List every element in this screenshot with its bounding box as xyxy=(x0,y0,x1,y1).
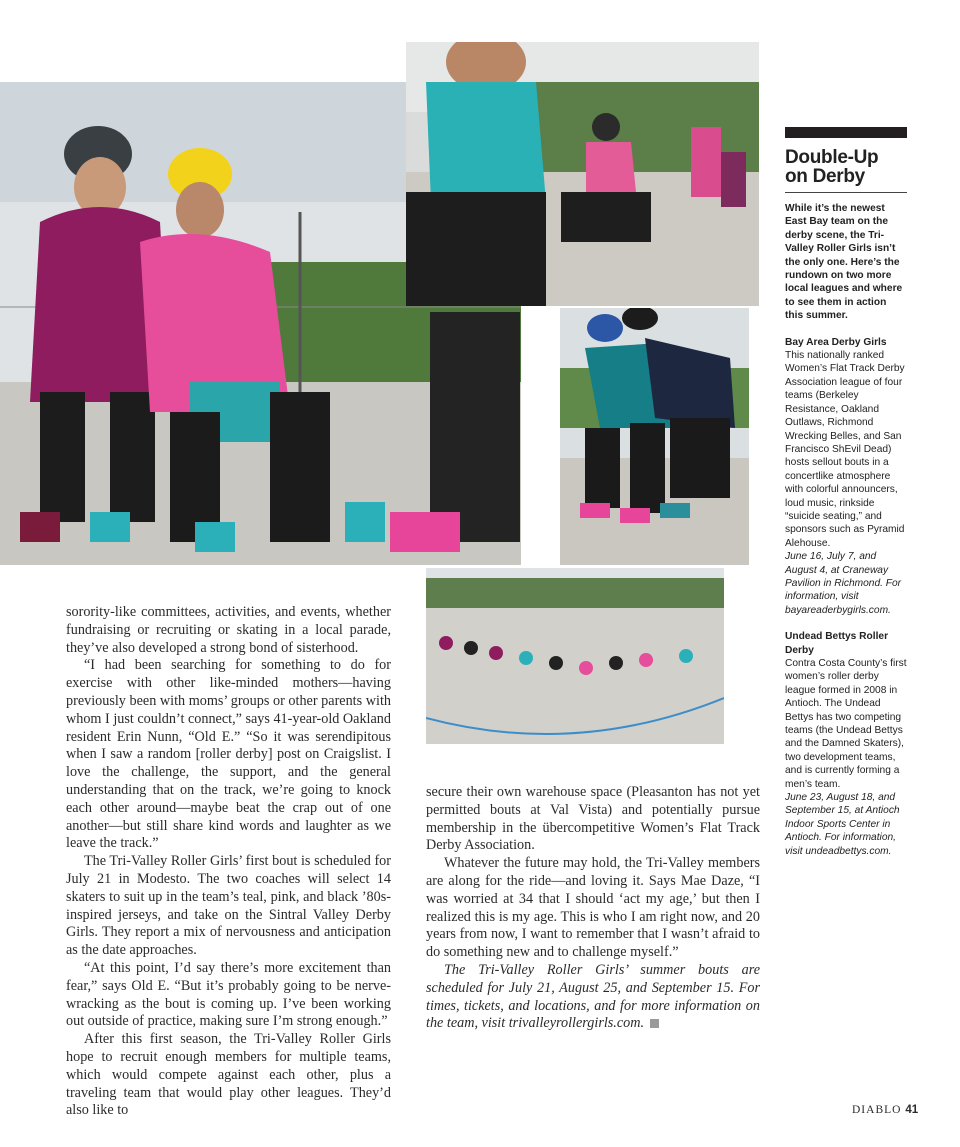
paragraph: Whatever the future may hold, the Tri-Valley members are along for the ride—and loving it. Says Mae Daze, “I was worried at 34 that I should ‘act my age,’ but then I realized this is my age. This is who I am right now, and 20 years from now, I want to remember that I wasn’t afraid to do something new and to challenge myself.” xyxy=(426,855,760,961)
photo-skaters-crouching xyxy=(406,42,759,306)
article-column-2 xyxy=(426,784,760,1033)
magazine-name: DIABLO xyxy=(852,1104,902,1116)
league-name: Undead Bettys Roller Derby xyxy=(785,631,889,656)
end-mark-icon xyxy=(650,1019,659,1028)
article-column-1 xyxy=(66,604,391,1120)
league-name: Bay Area Derby Girls xyxy=(785,336,887,348)
closing-text: The Tri-Valley Roller Girls’ summer bouts are scheduled for July 21, August 25, and September 15. For times, tickets, and locations, and for more information on the team, visit trivalleyrollergirls.com. xyxy=(426,961,760,1032)
sidebar-title-line: Double-Up xyxy=(785,147,879,168)
photo-skaters-pair xyxy=(560,308,749,565)
league-description: This nationally ranked Women’s Flat Track Derby Association league of four teams (Berkeley Resistance, Oakland Outlaws, Richmond Wrecking Belles, and San Francisco ShEvil Dead) hosts sellout bouts in a concertlike atmosphere with colorful announcers, loud music, rinkside “suicide seating,” and sponsors such as Pyramid Alehouse. xyxy=(785,350,905,549)
paragraph: The Tri-Valley Roller Girls’ first bout is scheduled for July 21 in Modesto. The two coaches will select 14 skaters to suit up in the team’s teal, pink, and black ’80s-inspired jerseys, and take on the Sintral Valley Derby Girls. They report a mix of nervousness and anticipation as the date approaches. xyxy=(66,853,391,959)
photo-practice-rink xyxy=(426,568,724,744)
league-schedule: June 16, July 7, and August 4, at Craneway Pavilion in Richmond. For information, visit bayareaderbygirls.com. xyxy=(785,551,902,616)
sidebar-title-line: on Derby xyxy=(785,166,865,187)
league-schedule: June 23, August 18, and September 15, at Antioch Indoor Sports Center in Antioch. For information, visit undeadbettys.com. xyxy=(785,792,900,857)
sidebar-double-up-on-derby xyxy=(785,127,907,858)
sidebar-intro: While it’s the newest East Bay team on the derby scene, the Tri-Valley Roller Girls isn’t the only one. Here’s the rundown on two more local leagues and where to see them in action this summer. xyxy=(785,203,903,322)
page-number: 41 xyxy=(905,1104,919,1116)
sidebar-top-bar xyxy=(785,127,907,138)
closing-note xyxy=(426,962,760,1033)
sidebar-title xyxy=(785,148,907,186)
league-description: Contra Costa County’s first women’s roller derby league formed in 2008 in Antioch. The Undead Bettys has two competing teams (the Undead Bettys and the Damned Skaters), two development teams, and is currently forming a men’s team. xyxy=(785,658,907,790)
paragraph: sorority-like committees, activities, and events, whether fundraising or recruiting or skating in a local parade, they’ve also developed a strong bond of sisterhood. xyxy=(66,604,391,656)
page-folio xyxy=(852,1104,918,1116)
paragraph: secure their own warehouse space (Pleasanton has not yet permitted bouts at Val Vista) and potentially pursue membership in the übercompetitive Women’s Flat Track Derby Association. xyxy=(426,784,760,854)
paragraph: After this first season, the Tri-Valley Roller Girls hope to recruit enough members for multiple teams, which would compete against each other, plus a traveling team that would play other leagues. They’d also like to xyxy=(66,1031,391,1119)
paragraph: “I had been searching for something to do for exercise with other like-minded mothers—having previously been with moms’ groups or other parents with whom I just couldn’t connect,” says 41-year-old Oakland resident Erin Nunn, “Old E.” “So it was serendipitous when I saw a random [roller derby] post on Craigslist. I love the challenge, the support, and the general understanding that on the track, we’re going to knock each other around—maybe beat the crap out of one another—but still share kind words and laughter as we leave the track.” xyxy=(66,657,391,852)
paragraph: “At this point, I’d say there’s more excitement than fear,” says Old E. “But it’s probably going to be nerve-wracking as the bout is coming up. I’ve been working out outside of practice, making sure I’m strong enough.” xyxy=(66,959,391,1030)
sidebar-divider xyxy=(785,192,907,193)
